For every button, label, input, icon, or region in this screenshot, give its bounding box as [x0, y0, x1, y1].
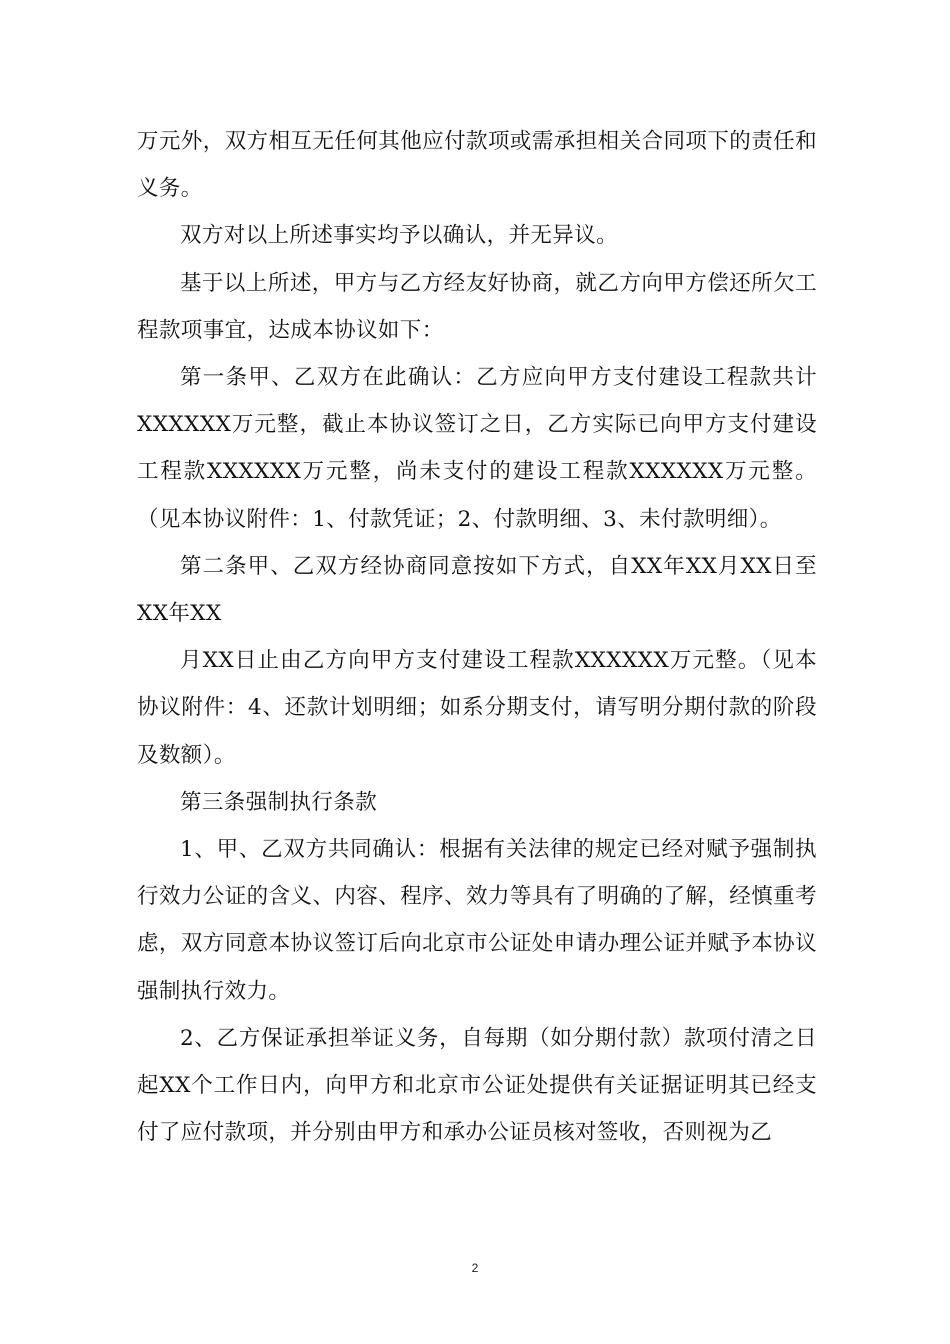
paragraph-article-3-clause-1: 1、甲、乙双方共同确认：根据有关法律的规定已经对赋予强制执行效力公证的含义、内容、程序、效力等具有了明确的了解，经慎重考虑，双方同意本协议签订后向北京市公证处申请办理公证并赋予本协议强制执行效力。	[137, 837, 817, 1004]
paragraph-article-2-continued: 月XX日止由乙方向甲方支付建设工程款XXXXXX万元整。（见本协议附件：4、还款计划明细；如系分期支付，请写明分期付款的阶段及数额）。	[137, 648, 817, 768]
paragraph-article-3-heading: 第三条强制执行条款	[180, 789, 378, 815]
paragraph-continuation: 万元外，双方相互无任何其他应付款项或需承担相关合同项下的责任和义务。	[137, 129, 817, 202]
paragraph-article-2: 第二条甲、乙双方经协商同意按如下方式，自XX年XX月XX日至XX年XX	[137, 553, 817, 627]
paragraph-article-1: 第一条甲、乙双方在此确认：乙方应向甲方支付建设工程款共计XXXXXX万元整，截止本协议签订之日，乙方实际已向甲方支付建设工程款XXXXXX万元整，尚未支付的建设工程款XXXXXX万元整。（见本协议附件：1、付款凭证；2、付款明细、3、未付款明细）。	[137, 365, 817, 532]
paragraph-agreement-basis: 基于以上所述，甲方与乙方经友好协商，就乙方向甲方偿还所欠工程款项事宜，达成本协议如下：	[137, 270, 817, 343]
document-body	[137, 118, 817, 1156]
paragraph-confirmation: 双方对以上所述事实均予以确认，并无异议。	[180, 223, 619, 249]
paragraph-article-3-clause-2: 2、乙方保证承担举证义务，自每期（如分期付款）款项付清之日起XX个工作日内，向甲方和北京市公证处提供有关证据证明其已经支付了应付款项，并分别由甲方和承办公证员核对签收，否则视为乙	[137, 1025, 817, 1146]
page-number: 2	[471, 1261, 479, 1275]
